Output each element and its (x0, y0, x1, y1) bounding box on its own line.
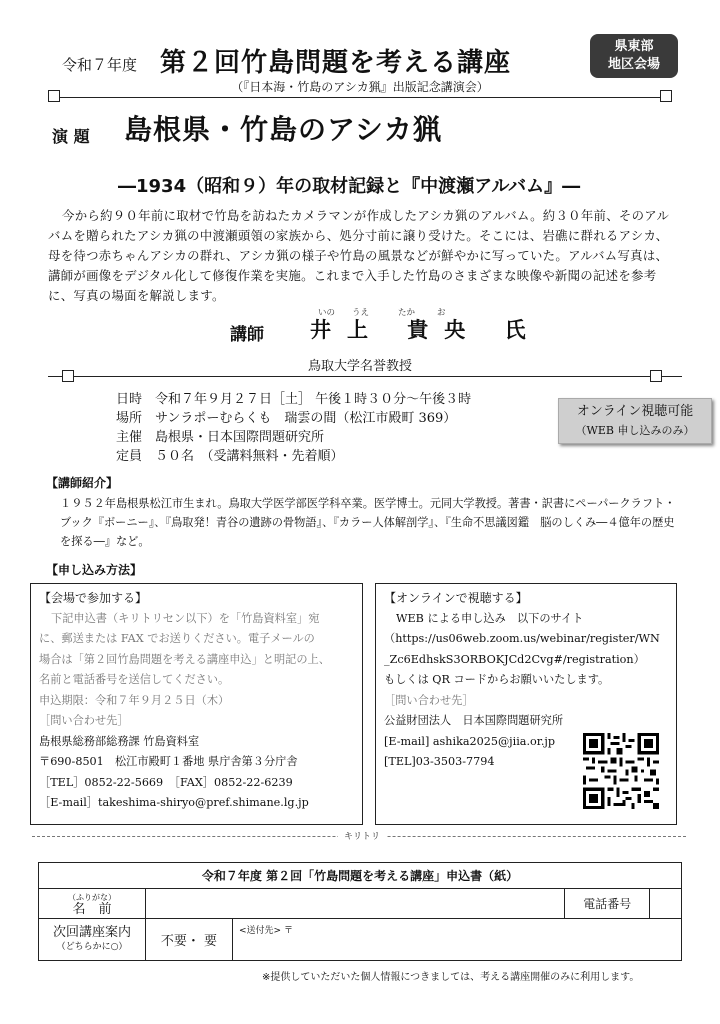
info-capacity: 定員 ５０名 （受講料無料・先着順） (116, 449, 344, 464)
divider-top (56, 97, 668, 98)
venue-box-title: 【会場で参加する】 (39, 591, 148, 605)
next-course-options[interactable]: 不要・ 要 (146, 919, 233, 961)
info-organizer: 主催 島根県・日本国際問題研究所 (116, 430, 325, 445)
lecture-title: 島根県・竹島のアシカ猟 (124, 113, 442, 146)
venue-contact-phone: ［TEL］0852-22-5669 ［FAX］0852-22-6239 (39, 775, 293, 789)
lecturer-affiliation: 鳥取大学名誉教授 (307, 359, 412, 374)
ruby-2: うえ (352, 308, 370, 318)
online-contact-email: [E-mail] ashika2025@jiia.or.jp (384, 734, 556, 748)
info-venue: 場所 サンラポーむらくも 瑞雲の間（松江市殿町 369） (116, 411, 457, 426)
bio-text: １９５２年島根県松江市生まれ。鳥取大学医学部医学科卒業。医学博士。元同大学教授。著書・訳書にペーパークラフト・ブック『ボーニー』、『鳥取発！青谷の遺跡の骨物語』、『カラー人体解剖学』、『生命不思議図鑑 脳のしくみ―４億年の歴史を探る―』など。 (60, 497, 676, 548)
lecture-description: 今から約９０年前に取材で竹島を訪ねたカメラマンが作成したアシカ猟のアルバム。約３０年前、そのアルバムを贈られたアシカ猟の中渡瀬頭領の家族から、処分寸前に譲り受けた。そこには、岩礁に群れるアシカ、母を待つ赤ちゃんアシカの群れ、アシカ猟の様子や竹島の風景などが鮮やかに写っていた。アルバム写真は、講師が画像をデジタル化して修復作業を実施。これまで入手した竹島のさまざまな映像や新聞の記述を参考に、写真の場面を解説します。 (48, 208, 670, 303)
ruby-3: たか (398, 308, 416, 318)
apply-heading: 【申し込み方法】 (46, 563, 143, 577)
venue-line: 場合は「第２回竹島問題を考える講座申込」と明記の上、 (39, 652, 330, 666)
online-contact-org: 公益財団法人 日本国際問題研究所 (384, 714, 564, 727)
venue-line: に、郵送または FAX でお送りください。電子メールの (39, 632, 315, 645)
divider-info (48, 376, 682, 377)
cut-label: キリトリ (338, 829, 386, 842)
privacy-footnote: ※提供していただいた個人情報につきましては、考える講座開催のみに利用します。 (262, 972, 640, 983)
venue-line: 名前と電話番号を送信してください。 (39, 673, 230, 686)
online-badge-line-2: （WEB 申し込みのみ） (575, 424, 695, 437)
badge-line-1: 県東部 (614, 39, 654, 54)
ruby-1: いの (318, 308, 336, 318)
venue-line: 下記申込書（キリトリセン以下）を「竹島資料室」宛 (51, 611, 320, 625)
venue-contact-heading: ［問い合わせ先］ (39, 714, 129, 727)
online-box-title: 【オンラインで視聴する】 (384, 591, 528, 605)
online-contact-heading: ［問い合わせ先］ (384, 693, 474, 707)
divider-info-corner-right (650, 370, 662, 382)
name-input-cell[interactable] (146, 889, 565, 919)
name-label: 名 前 (72, 901, 112, 917)
phone-label: 電話番号 (565, 889, 650, 919)
info-datetime: 日時 令和７年９月２７日［土］ 午後１時３０分～午後３時 (116, 392, 472, 407)
header-year: 令和７年度 (62, 56, 138, 74)
online-url-line[interactable]: _Zc6EdhskS3ORBOKJCd2Cvg#/registration） (384, 652, 645, 666)
header-subtitle: （『日本海・竹島のアシカ猟』出版記念講演会） (231, 80, 489, 94)
venue-contact-address: 〒690-8501 松江市殿町１番地 県庁舎第３分庁舎 (39, 755, 298, 768)
phone-input-cell[interactable] (650, 889, 682, 919)
next-course-sublabel: （どちらかに○） (56, 941, 128, 952)
online-line: もしくは QR コードからお願いいたします。 (384, 673, 610, 686)
form-title: 令和７年度 第２回「竹島問題を考える講座」申込書（紙） (39, 863, 682, 889)
page-title: 第２回竹島問題を考える講座 (160, 48, 512, 78)
badge-line-2: 地区会場 (607, 57, 660, 72)
ruby-4: お (437, 308, 446, 318)
qr-code-icon[interactable] (583, 733, 659, 809)
next-course-label: 次回講座案内 (52, 924, 131, 940)
online-badge-line-1: オンライン視聴可能 (576, 404, 694, 419)
bio-heading: 【講師紹介】 (46, 476, 119, 490)
lecturer-name: 井上 貴央 氏 (310, 318, 542, 342)
venue-apply-box (30, 583, 363, 825)
send-to-cell[interactable]: <送付先> 〒 (233, 919, 682, 961)
online-available-badge (558, 398, 712, 444)
lecture-subtitle: ―1934（昭和９）年の取材記録と『中渡瀬アルバム』― (118, 176, 581, 197)
online-url-line[interactable]: （https://us06web.zoom.us/webinar/register/WN (384, 632, 660, 645)
name-label-cell (39, 889, 146, 919)
venue-contact-email: ［E-mail］takeshima-shiryo@pref.shimane.lg.jp (39, 796, 309, 809)
venue-contact-office: 島根県総務部総務課 竹島資料室 (39, 734, 200, 748)
application-form-table (38, 862, 682, 961)
region-badge (590, 34, 678, 78)
online-line: WEB による申し込み 以下のサイト (396, 611, 584, 625)
divider-info-corner-left (62, 370, 74, 382)
lecture-label: 演 題 (52, 127, 90, 146)
venue-deadline: 申込期限：令和７年９月２５日（木） (39, 693, 230, 707)
lecturer-label: 講師 (230, 325, 264, 345)
next-course-label-cell (39, 919, 146, 961)
online-contact-phone: [TEL]03-3503-7794 (384, 755, 495, 768)
name-ruby-label: （ふりがな） (68, 892, 116, 902)
